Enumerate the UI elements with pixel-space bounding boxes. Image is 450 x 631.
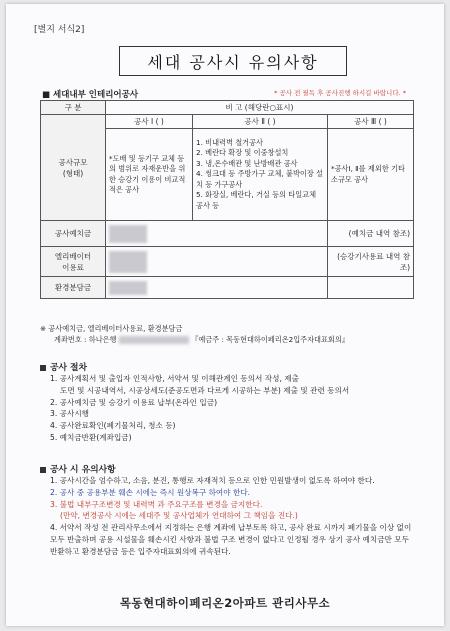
caution-item: 1. 공사시간을 엄수하고, 소음, 분진, 통행로 자재적치 등으로 인한 민원발생이 없도록 하여야 한다. <box>50 476 375 485</box>
redacted-block <box>109 225 147 243</box>
procedure-heading-row <box>40 360 87 373</box>
document-page <box>6 4 444 626</box>
type-2-item: 5. 화장실, 베란다, 거실 등의 타일교체 공사 등 <box>196 190 317 210</box>
caution-item: 2. 공사 중 공용부분 훼손 시에는 즉시 원상복구 하여야 한다. <box>50 487 251 497</box>
type-1-description: *도배 및 등기구 교체 등의 범위로 자재운반을 위한 승강기 이용이 비교적 적은 공사 <box>106 129 193 221</box>
redacted-account-number <box>119 336 189 344</box>
remark-header: 비 고 (해당란○표시) <box>106 101 414 115</box>
caution-heading: 공사 시 유의사항 <box>50 465 116 475</box>
procedure-step: 도면 및 시공내역서, 시공상세도(준공도면과 다르게 시공하는 부분) 제출 및 관련 동의서 <box>60 385 350 395</box>
type-3-description: *공사Ⅰ, Ⅱ를 제외한 기타 소규모 공사 <box>328 129 414 221</box>
deposit-value <box>106 221 328 247</box>
square-bullet-icon <box>40 467 46 473</box>
account-line-2 <box>40 335 420 346</box>
caution-heading-row <box>40 462 116 475</box>
env-fee-label: 환경분담금 <box>41 277 106 299</box>
elevator-fee-value <box>106 247 328 277</box>
type-2-header: 공사 Ⅱ ( ) <box>193 115 328 129</box>
account-bank: 계좌번호 : 하나은행 <box>54 334 117 344</box>
deposit-label: 공사예치금 <box>41 221 106 247</box>
type-2-item: 2. 베란다 확장 및 이중창설치 <box>196 148 289 158</box>
procedure-step: 1. 공사계획서 및 출입자 인적사항, 서약서 및 이해관계인 동의서 작성, 제출 <box>50 374 299 383</box>
procedure-step: 3. 공사시행 <box>50 409 90 419</box>
account-info <box>40 324 420 346</box>
type-1-header: 공사 Ⅰ ( ) <box>106 115 193 129</box>
construction-type-table <box>40 100 414 299</box>
redacted-block <box>109 281 147 295</box>
procedure-step: 4. 공사완료확인(폐기물처리, 청소 등) <box>50 421 176 431</box>
type-2-item: 1. 비내력벽 철거공사 <box>196 137 263 147</box>
type-2-list <box>193 129 328 221</box>
type-2-item: 4. 씽크대 등 주방가구 교체, 붙박이장 설치 등 가구공사 <box>196 169 323 189</box>
procedure-list <box>50 373 420 444</box>
square-bullet-icon <box>40 365 46 371</box>
elevator-fee-label: 엘리베이터 이용료 <box>41 247 106 277</box>
caution-item: (만약, 변경공사 시에는 세대주 및 공사업체가 연대하여 그 책임을 진다.) <box>60 511 298 521</box>
type-3-header: 공사 Ⅲ ( ) <box>328 115 414 129</box>
redacted-block <box>109 251 147 273</box>
form-number: [별지 서식2] <box>34 25 85 35</box>
col-label: 구 분 <box>41 101 106 115</box>
elevator-fee-ref: (승강기사용료 내역 참조) <box>328 247 414 277</box>
caution-item: 4. 서약서 작성 전 관리사무소에서 지정하는 은행 계좌에 납부토록 하고, 공사 완료 시까지 폐기물을 이상 없이 모두 반출하며 공용 시설물을 훼손시킨 사항과 불법 구조 변경이 없다고 인정될 경우 상기 공사 예치금만 모두 반환하고 환경분담금 등은 입주자대표회의에 귀속된다. <box>50 523 412 556</box>
account-holder: 『예금주 : 목동현대하이페리온2입주자대표회의』 <box>191 334 350 344</box>
procedure-step: 5. 예치금반환(계좌입금) <box>50 432 132 442</box>
account-line-1: ※ 공사예치금, 엘리베이터사용료, 환경분담금 <box>40 324 183 333</box>
procedure-heading: 공사 절차 <box>50 363 88 373</box>
read-before-note: * 공사 전 필독 후 공사진행 하시길 바랍니다. * <box>274 89 406 97</box>
footer-office-name: 목동현대하이페리온2아파트 관리사무소 <box>119 596 331 610</box>
page-title: 세대 공사시 유의사항 <box>119 46 347 76</box>
section-interior-heading: ■ 세대내부 인테리어공사 <box>42 90 139 100</box>
procedure-step: 2. 공사예치금 및 승강기 이용료 납부(온라인 입금) <box>50 397 218 407</box>
caution-list <box>50 475 416 557</box>
env-fee-ref <box>328 277 414 299</box>
env-fee-value <box>106 277 328 299</box>
deposit-ref: (예치금 내역 참조) <box>328 221 414 247</box>
type-2-item: 3. 냉,온수배관 및 난방배관 공사 <box>196 158 298 168</box>
scope-label: 공사규모 (형태) <box>41 115 106 221</box>
caution-item: 3. 불법 내부구조변경 및 내력벽 과 주요구조를 변경을 금지한다. <box>50 499 263 509</box>
